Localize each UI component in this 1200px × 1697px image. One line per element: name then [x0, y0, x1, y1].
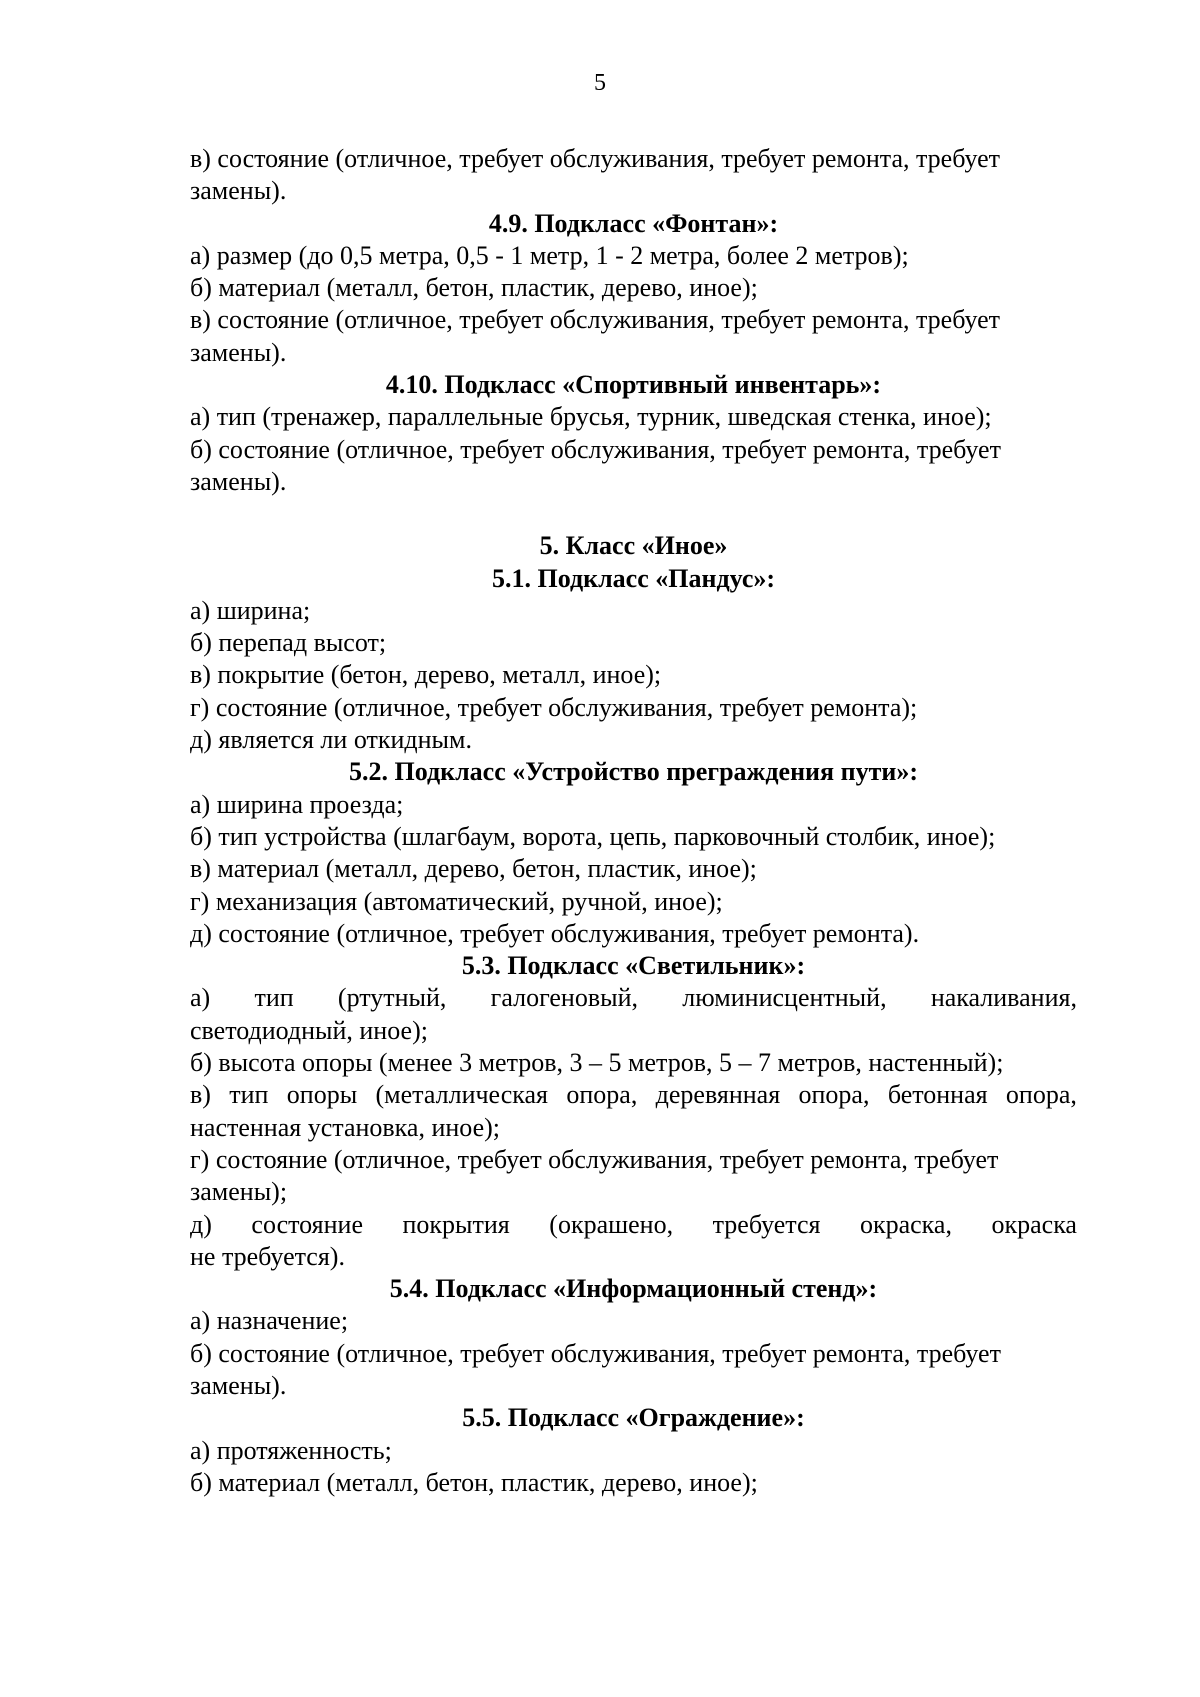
- justified-line: [190, 1209, 1077, 1241]
- paragraph-line: в) покрытие (бетон, дерево, металл, иное);: [190, 660, 662, 690]
- word: требуется: [712, 1209, 821, 1239]
- class-heading: 5. Класс «Иное»: [539, 531, 728, 561]
- word: состояние: [251, 1209, 363, 1239]
- page-number: 5: [594, 70, 606, 96]
- justified-line: [190, 1079, 1077, 1111]
- paragraph-line: замены).: [190, 337, 287, 367]
- word: опора,: [798, 1080, 870, 1110]
- word: накаливания,: [930, 983, 1077, 1013]
- paragraph-line: г) состояние (отличное, требует обслуживания, требует ремонта);: [190, 692, 918, 722]
- section-heading: 5.2. Подкласс «Устройство преграждения пути»:: [348, 757, 918, 787]
- section-heading: 5.1. Подкласс «Пандус»:: [491, 563, 776, 593]
- paragraph-line: а) назначение;: [190, 1306, 349, 1336]
- paragraph-line: а) размер (до 0,5 метра, 0,5 - 1 метр, 1 - 2 метра, более 2 метров);: [190, 240, 909, 270]
- section-heading: 4.10. Подкласс «Спортивный инвентарь»:: [385, 370, 882, 400]
- word: в): [190, 1080, 211, 1110]
- word: покрытия: [402, 1209, 510, 1239]
- paragraph-line: настенная установка, иное);: [190, 1112, 501, 1142]
- word: (окрашено,: [549, 1209, 674, 1239]
- word: д): [190, 1209, 212, 1239]
- word: тип: [229, 1080, 269, 1110]
- paragraph-line: г) состояние (отличное, требует обслуживания, требует ремонта, требует: [190, 1144, 999, 1174]
- word: тип: [254, 983, 294, 1013]
- paragraph-line: б) перепад высот;: [190, 628, 387, 658]
- paragraph-line: б) материал (металл, бетон, пластик, дерево, иное);: [190, 273, 758, 303]
- word: а): [190, 983, 211, 1013]
- word: люминисцентный,: [682, 983, 887, 1013]
- paragraph-line: б) материал (металл, бетон, пластик, дерево, иное);: [190, 1467, 758, 1497]
- word: опоры: [286, 1080, 358, 1110]
- document-body: [190, 143, 1077, 1499]
- paragraph-line: а) тип (тренажер, параллельные брусья, турник, шведская стенка, иное);: [190, 402, 992, 432]
- word: окраска: [991, 1209, 1077, 1239]
- paragraph-line: б) тип устройства (шлагбаум, ворота, цепь, парковочный столбик, иное);: [190, 821, 996, 851]
- paragraph-line: не требуется).: [190, 1241, 345, 1271]
- paragraph-line: в) материал (металл, дерево, бетон, пластик, иное);: [190, 854, 757, 884]
- word: бетонная: [887, 1080, 988, 1110]
- paragraph-line: светодиодный, иное);: [190, 1015, 428, 1045]
- blank-line: [190, 498, 1077, 530]
- justified-line: [190, 982, 1077, 1014]
- paragraph-line: б) состояние (отличное, требует обслуживания, требует ремонта, требует: [190, 1338, 1001, 1368]
- paragraph-line: замены).: [190, 176, 287, 206]
- paragraph-line: б) состояние (отличное, требует обслуживания, требует ремонта, требует: [190, 434, 1001, 464]
- word: (ртутный,: [337, 983, 447, 1013]
- section-heading: 5.4. Подкласс «Информационный стенд»:: [389, 1274, 878, 1304]
- paragraph-line: д) является ли откидным.: [190, 725, 472, 755]
- word: деревянная: [655, 1080, 781, 1110]
- word: (металлическая: [375, 1080, 549, 1110]
- paragraph-line: а) протяженность;: [190, 1435, 392, 1465]
- paragraph-line: г) механизация (автоматический, ручной, иное);: [190, 886, 723, 916]
- paragraph-line: б) высота опоры (менее 3 метров, 3 – 5 метров, 5 – 7 метров, настенный);: [190, 1048, 1004, 1078]
- paragraph-line: замены);: [190, 1177, 288, 1207]
- paragraph-line: д) состояние (отличное, требует обслуживания, требует ремонта).: [190, 918, 920, 948]
- paragraph-line: замены).: [190, 466, 287, 496]
- word: окраска,: [859, 1209, 952, 1239]
- paragraph-line: в) состояние (отличное, требует обслуживания, требует ремонта, требует: [190, 305, 1000, 335]
- paragraph-line: замены).: [190, 1370, 287, 1400]
- section-heading: 5.3. Подкласс «Светильник»:: [461, 951, 806, 981]
- paragraph-line: а) ширина;: [190, 595, 311, 625]
- word: опора,: [566, 1080, 638, 1110]
- word: галогеновый,: [490, 983, 638, 1013]
- paragraph-line: а) ширина проезда;: [190, 789, 404, 819]
- paragraph-line: в) состояние (отличное, требует обслуживания, требует ремонта, требует: [190, 144, 1000, 173]
- word: опора,: [1005, 1080, 1077, 1110]
- section-heading: 4.9. Подкласс «Фонтан»:: [488, 208, 779, 238]
- section-heading: 5.5. Подкласс «Ограждение»:: [462, 1403, 805, 1433]
